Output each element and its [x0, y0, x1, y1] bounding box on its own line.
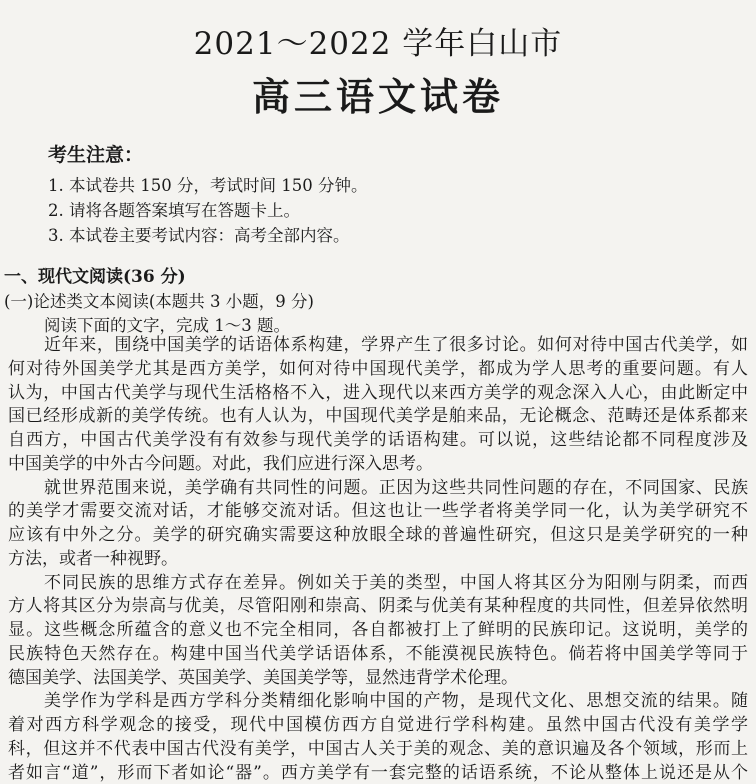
- passage-line: 就世界范围来说，美学确有共同性的问题。正因为这些共同性问题的存在，不同国家、民族: [44, 478, 748, 498]
- notice-item: 2. 请将各题答案填写在答题卡上。: [48, 201, 300, 220]
- passage-line: 美学作为学科是西方学科分类精细化影响中国的产物，是现代文化、思想交流的结果。随: [44, 691, 748, 711]
- section-heading: 一、现代文阅读(36 分): [4, 267, 186, 287]
- passage-line: 近年来，围绕中国美学的话语体系构建，学界产生了很多讨论。如何对待中国古代美学，如: [44, 335, 748, 355]
- passage-line: 方法，或者一种视野。: [8, 549, 178, 569]
- passage-line: 者如言“道”，形而下者如论“器”。西方美学有一套完整的话语系统，不论从整体上说还是从个: [8, 763, 748, 783]
- exam-title-subject: 高三语文试卷: [251, 74, 504, 119]
- notice-item: 3. 本试卷主要考试内容：高考全部内容。: [48, 226, 350, 245]
- passage-line: 科，但这并不代表中国古代没有美学，中国古人关于美的观念、美的意识遍及各个领域，形而上: [8, 739, 748, 759]
- passage-line: 的美学才需要交流对话，才能够交流对话。但这也让一些学者将美学同一化，认为美学研究不: [8, 501, 748, 521]
- exam-title-year-region: 2021～2022 学年白山市: [193, 26, 563, 62]
- passage-line: 民族特色天然存在。构建中国当代美学话语体系，不能漠视民族特色。倘若将中国美学等同于: [8, 644, 748, 664]
- passage-line: 方人将其区分为崇高与优美，尽管阳刚和崇高、阴柔与优美有某种程度的共同性，但差异依然明: [8, 596, 748, 616]
- notice-title: 考生注意：: [48, 144, 144, 166]
- passage-line: 德国美学、法国美学、英国美学、美国美学等，显然违背学术伦理。: [8, 668, 518, 688]
- passage-line: 应该有中外之分。美学的研究确实需要这种放眼全球的普遍性研究，但这只是美学研究的一种: [8, 525, 748, 545]
- notice-item: 1. 本试卷共 150 分，考试时间 150 分钟。: [48, 176, 368, 195]
- passage-line: 认为，中国古代美学与现代生活格格不入，进入现代以来西方美学的观念深入人心，由此断定中: [8, 383, 748, 403]
- subsection-heading: (一)论述类文本阅读(本题共 3 小题，9 分): [4, 292, 314, 311]
- passage-line: 国已经形成新的美学传统。也有人认为，中国现代美学是舶来品，无论概念、范畴还是体系都来: [8, 406, 748, 426]
- passage-line: 不同民族的思维方式存在差异。例如关于美的类型，中国人将其区分为阳刚与阴柔，而西: [44, 573, 748, 593]
- passage-line: 自西方，中国古代美学没有有效参与现代美学的话语构建。可以说，这些结论都不同程度涉及: [8, 430, 748, 450]
- passage-line: 中国美学的中外古今问题。对此，我们应进行深入思考。: [8, 454, 433, 474]
- passage-line: 显。这些概念所蕴含的意义也不完全相同，各自都被打上了鲜明的民族印记。这说明，美学的: [8, 620, 748, 640]
- passage-line: 着对西方科学观念的接受，现代中国模仿西方自觉进行学科构建。虽然中国古代没有美学学: [8, 715, 748, 735]
- reading-instruction: 阅读下面的文字，完成 1～3 题。: [44, 316, 290, 335]
- passage-line: 何对待外国美学尤其是西方美学，如何对待中国现代美学，都成为学人思考的重要问题。有人: [8, 359, 748, 379]
